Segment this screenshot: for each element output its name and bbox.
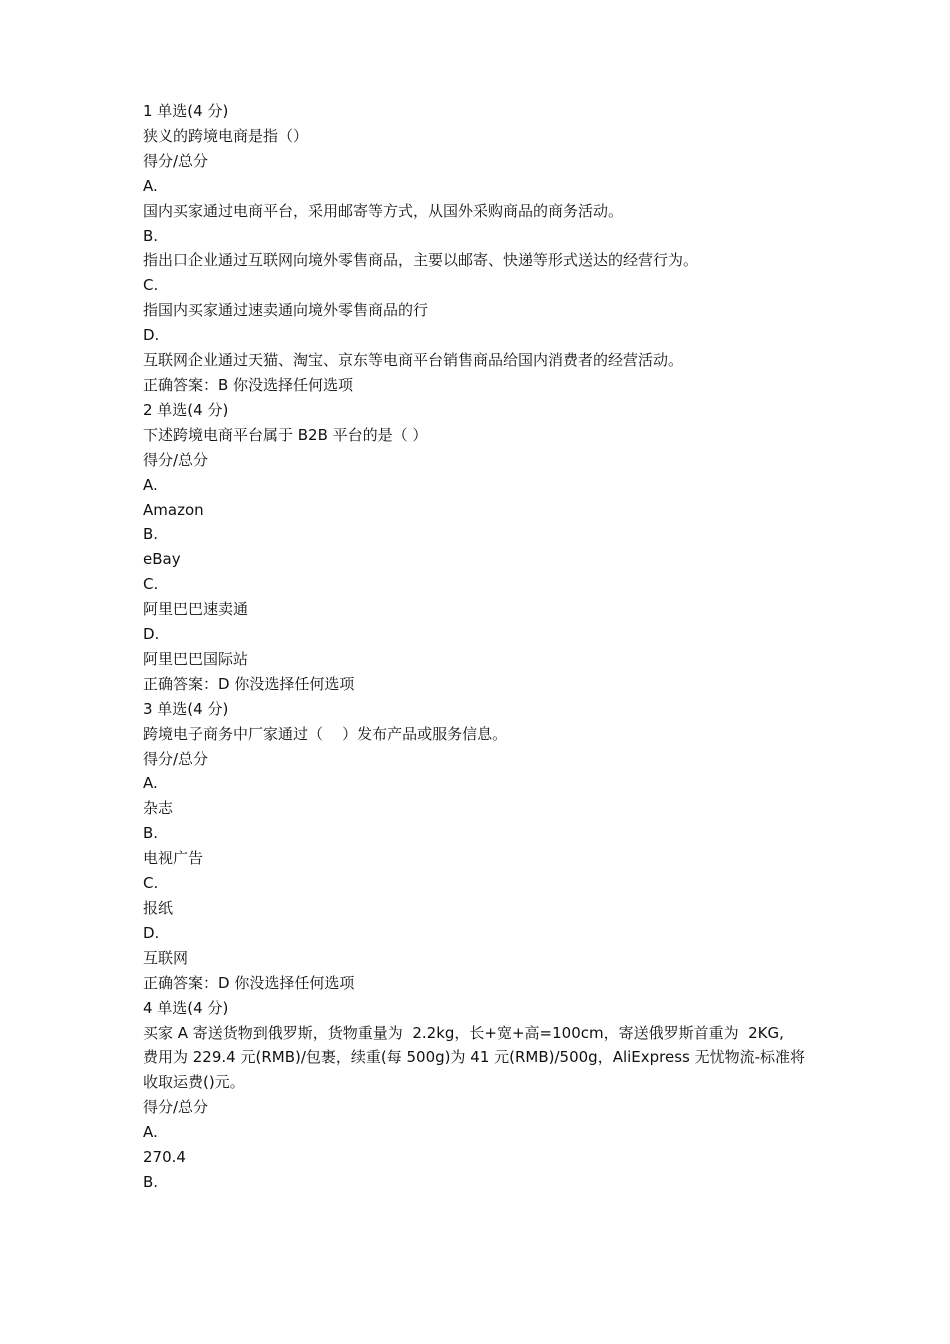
option-letter-c: C. xyxy=(143,874,159,893)
option-text-b: eBay xyxy=(143,550,181,569)
question-stem: 狭义的跨境电商是指（） xyxy=(143,126,309,145)
question-3 xyxy=(143,697,813,996)
correct-answer: 正确答案：D 你没选择任何选项 xyxy=(143,674,355,693)
option-letter-b: B. xyxy=(143,824,159,843)
option-text-a: 国内买家通过电商平台，采用邮寄等方式，从国外采购商品的商务活动。 xyxy=(143,201,624,220)
option-text-c: 阿里巴巴速卖通 xyxy=(143,600,249,619)
option-letter-c: C. xyxy=(143,276,159,295)
option-text-a: 270.4 xyxy=(143,1148,186,1167)
option-letter-a: A. xyxy=(143,1123,158,1142)
question-header: 4 单选(4 分) xyxy=(143,998,229,1017)
question-1 xyxy=(143,99,813,398)
option-text-a: Amazon xyxy=(143,500,204,519)
option-text-c: 报纸 xyxy=(143,899,174,917)
score-label: 得分/总分 xyxy=(143,151,209,170)
option-letter-d: D. xyxy=(143,625,160,644)
option-letter-c: C. xyxy=(143,575,159,594)
question-header: 1 单选(4 分) xyxy=(143,102,229,120)
option-text-b: 指出口企业通过互联网向境外零售商品，主要以邮寄、快递等形式送达的经营行为。 xyxy=(143,251,699,270)
score-label: 得分/总分 xyxy=(143,1098,209,1117)
option-text-d: 互联网 xyxy=(143,948,189,967)
option-letter-a: A. xyxy=(143,176,158,195)
option-letter-b: B. xyxy=(143,1172,159,1191)
option-letter-a: A. xyxy=(143,475,158,494)
question-header: 3 单选(4 分) xyxy=(143,699,229,718)
option-letter-b: B. xyxy=(143,226,159,245)
correct-answer: 正确答案：B 你没选择任何选项 xyxy=(143,375,354,394)
question-2 xyxy=(143,398,813,697)
question-stem: 下述跨境电商平台属于 B2B 平台的是（ ） xyxy=(143,425,428,444)
correct-answer: 正确答案：D 你没选择任何选项 xyxy=(143,973,355,992)
option-letter-d: D. xyxy=(143,923,160,942)
score-label: 得分/总分 xyxy=(143,450,209,469)
question-stem-line-1: 买家 A 寄送货物到俄罗斯，货物重量为 2.2kg，长+宽+高=100cm，寄送俄罗斯首重为 2KG, xyxy=(143,1023,784,1042)
option-letter-d: D. xyxy=(143,326,160,345)
option-text-d: 阿里巴巴国际站 xyxy=(143,649,249,668)
option-text-b: 电视广告 xyxy=(143,849,204,868)
option-letter-a: A. xyxy=(143,774,158,793)
option-text-a: 杂志 xyxy=(143,799,174,818)
option-text-c: 指国内买家通过速卖通向境外零售商品的行 xyxy=(143,301,429,320)
question-header: 2 单选(4 分) xyxy=(143,400,229,419)
question-stem-line-3: 收取运费()元。 xyxy=(143,1073,245,1092)
question-stem: 跨境电子商务中厂家通过（ ）发布产品或服务信息。 xyxy=(143,724,508,743)
question-stem-line-2: 费用为 229.4 元(RMB)/包裹，续重(每 500g)为 41 元(RMB)/500g，AliExpress 无忧物流-标准将 xyxy=(143,1048,806,1067)
score-label: 得分/总分 xyxy=(143,749,209,768)
quiz-content xyxy=(143,99,813,1195)
option-text-d: 互联网企业通过天猫、淘宝、京东等电商平台销售商品给国内消费者的经营活动。 xyxy=(143,351,684,370)
option-letter-b: B. xyxy=(143,525,159,544)
question-4 xyxy=(143,996,813,1195)
